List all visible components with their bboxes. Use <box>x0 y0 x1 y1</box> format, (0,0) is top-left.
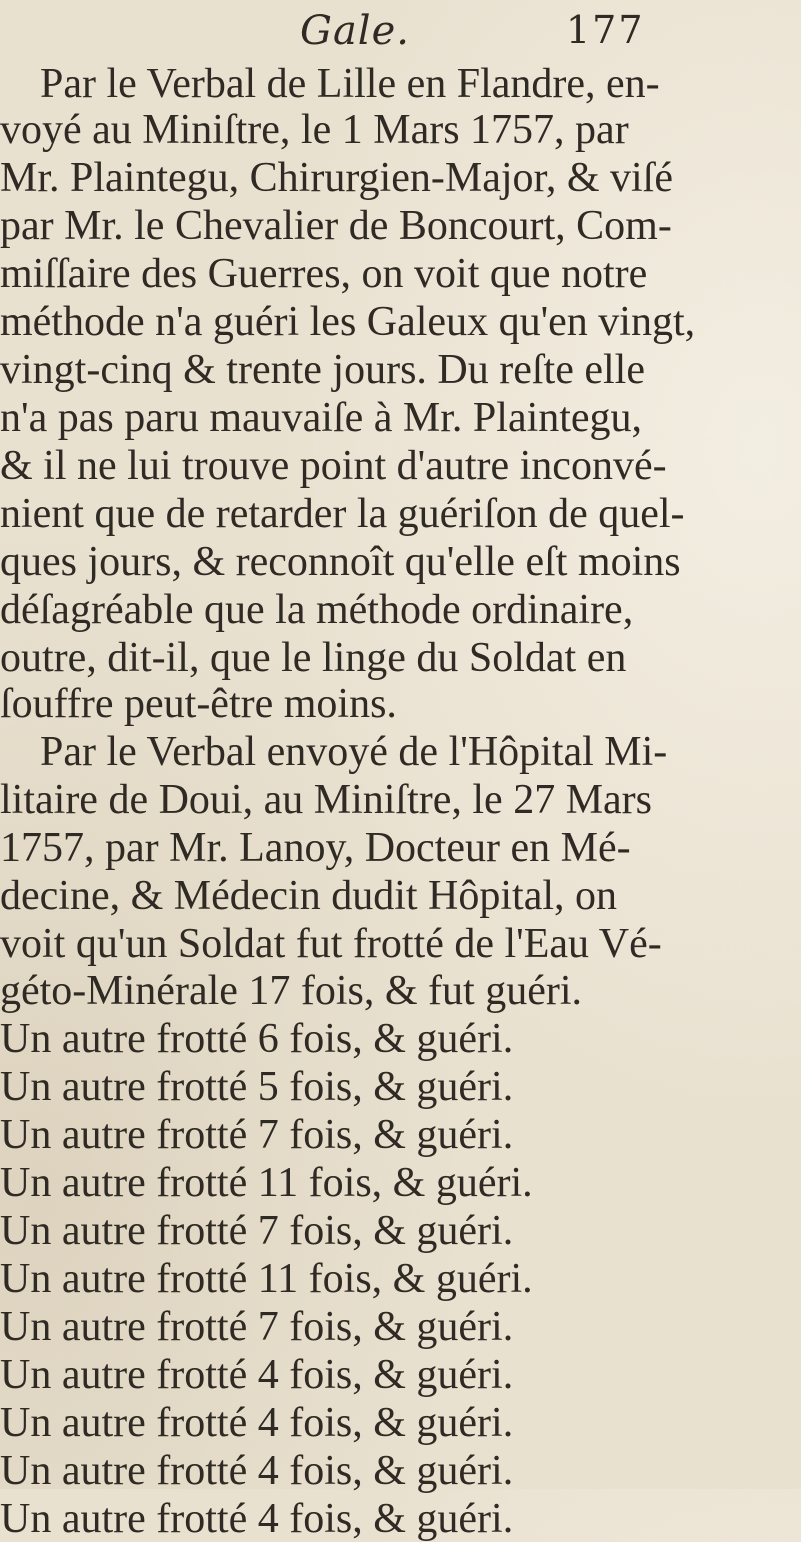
text-line: n'a pas paru mauvaiſe à Mr. Plaintegu, <box>0 395 643 441</box>
list-item: géto-Minérale 17 fois, & fut guéri. <box>0 968 583 1014</box>
list-item: Un autre frotté 7 fois, & guéri. <box>0 1208 514 1254</box>
text-line: decine, & Médecin dudit Hôpital, on <box>0 873 618 919</box>
text-line: vingt-cinq & trente jours. Du reſte elle <box>0 347 645 393</box>
list-item: Un autre frotté 4 fois, & guéri. <box>0 1400 514 1446</box>
text-line: ques jours, & reconnoît qu'elle eſt moins <box>0 539 681 585</box>
text-line: litaire de Doui, au Miniſtre, le 27 Mars <box>0 777 653 823</box>
text-line: outre, dit-il, que le linge du Soldat en <box>0 635 627 681</box>
list-item: Un autre frotté 5 fois, & guéri. <box>0 1064 514 1110</box>
list-item: Un autre frotté 4 fois, & guéri. <box>0 1448 514 1494</box>
text-line: voyé au Miniſtre, le 1 Mars 1757, par <box>0 107 629 153</box>
list-item: Un autre frotté 6 fois, & guéri. <box>0 1016 514 1062</box>
text-line: 1757, par Mr. Lanoy, Docteur en Mé- <box>0 825 631 871</box>
text-line: & il ne lui trouve point d'autre inconvé- <box>0 443 667 489</box>
text-line: par Mr. le Chevalier de Boncourt, Com- <box>0 203 672 249</box>
text-line: Par le Verbal de Lille en Flandre, en- <box>40 61 660 107</box>
text-line: Mr. Plaintegu, Chirurgien-Major, & viſé <box>0 155 673 201</box>
list-item: Un autre frotté 7 fois, & guéri. <box>0 1304 514 1350</box>
text-line: miſſaire des Guerres, on voit que notre <box>0 251 648 297</box>
list-item: Un autre frotté 7 fois, & guéri. <box>0 1112 514 1158</box>
text-line: voit qu'un Soldat fut frotté de l'Eau Vé- <box>0 921 662 967</box>
page-header <box>0 6 801 66</box>
page-number: 177 <box>566 8 645 52</box>
list-item: Un autre frotté 4 fois, & guéri. <box>0 1352 514 1398</box>
text-line: méthode n'a guéri les Galeux qu'en vingt, <box>0 299 696 345</box>
list-item: Un autre frotté 11 fois, & guéri. <box>0 1160 533 1206</box>
text-line: Par le Verbal envoyé de l'Hôpital Mi- <box>40 729 668 775</box>
text-line: déſagréable que la méthode ordinaire, <box>0 587 634 633</box>
list-item: Un autre frotté 11 fois, & guéri. <box>0 1256 533 1302</box>
running-title: Gale. <box>300 8 410 54</box>
list-item: Un autre frotté 4 fois, & guéri. <box>0 1496 514 1542</box>
text-line: ſouffre peut-être moins. <box>0 681 397 727</box>
text-line: nient que de retarder la guériſon de quel- <box>0 491 685 537</box>
